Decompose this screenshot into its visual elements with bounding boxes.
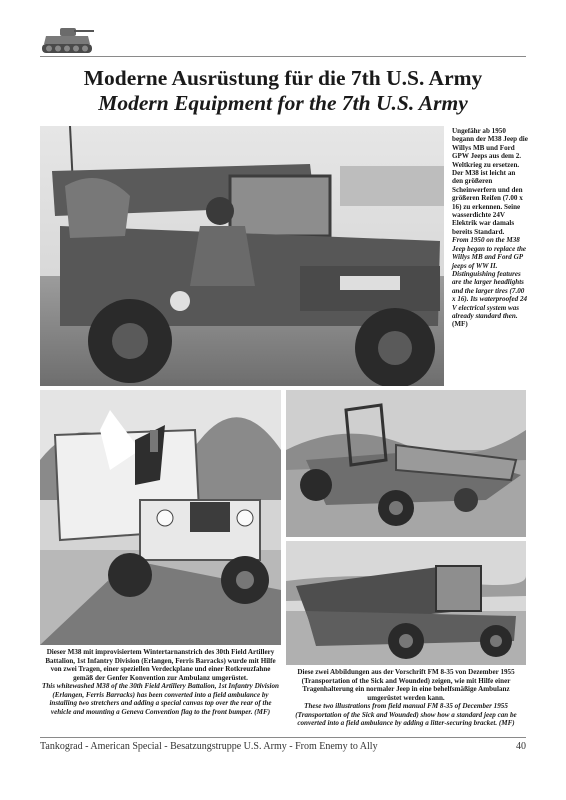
caption-german: Ungefähr ab 1950 begann der M38 Jeep die Willys MB und Ford GPW Jeeps aus dem 2. Weltkrieg zu ersetzen. Der M38 ist leicht an den größeren Scheinwerfern und den größeren Reifen (7.00 x 16) zu erkennen. Seine wasserdichte 24V Elektrik war damals bereits Standard. — [452, 127, 528, 236]
photo-jeep-covered — [286, 541, 526, 665]
photo-credit: (MF) — [452, 320, 468, 329]
caption-english: From 1950 on the M38 Jeep began to replace the Willys MB and Ford GP jeeps of WW II. Distinguishing features are the larger headlights and the larger tires (7.00 x 16). Its waterproofed 24 V electrical system was already standard then. — [452, 236, 528, 320]
photo-jeep-soldier — [40, 126, 444, 386]
jeep-photo-icon — [286, 541, 526, 665]
page-number: 40 — [516, 741, 526, 752]
caption-photo-3-4 — [286, 668, 526, 728]
footer-text: Tankograd - American Special - Besatzungstruppe U.S. Army - From Enemy to Ally — [40, 741, 378, 752]
page-title-english: Modern Equipment for the 7th U.S. Army — [98, 91, 468, 115]
photo-jeep-litter-frame — [286, 390, 526, 537]
caption-photo-1 — [452, 127, 528, 329]
footer-rule — [40, 737, 526, 738]
jeep-photo-icon — [40, 390, 281, 645]
photo-ambulance-jeep — [40, 390, 281, 645]
jeep-photo-icon — [40, 126, 444, 386]
caption-english: This whitewashed M38 of the 30th Field Artillery Battalion, 1st Infantry Division (Erlangen, Ferris Barracks) has been converted into a field ambulance by installing two stretchers and adding a special canvas top over the rear of the vehicle and mounting a Geneva Convention flag to the front bumper. (MF) — [41, 682, 280, 716]
caption-photo-2 — [40, 648, 281, 716]
caption-german: Diese zwei Abbildungen aus der Vorschrift FM 8-35 von Dezember 1955 (Transportation of the Sick and Wounded) zeigen, wie mit Hilfe einer Tragenhalterung ein normaler Jeep in eine behelfsmäßige Ambulanz umgerüstet werden kann. — [297, 668, 515, 702]
tank-logo-icon — [40, 22, 94, 56]
caption-english: These two illustrations from field manual FM 8-35 of December 1955 (Transportation of the Sick and Wounded) show how a standard jeep can be converted into a field ambulance by adding a litter-securing bracket. (MF) — [295, 702, 517, 727]
header-rule — [40, 56, 526, 57]
page-title-german: Moderne Ausrüstung für die 7th U.S. Army — [83, 66, 483, 90]
jeep-photo-icon — [286, 390, 526, 537]
caption-german: Dieser M38 mit improvisiertem Wintertarnanstrich des 30th Field Artillery Battalion, 1st Infantry Division (Erlangen, Ferris Barracks) wurde mit Hilfe von zwei Tragen, einer speziellen Verdeckplane und einer Rotkreuzfahne gemäß der Genfer Konvention zur Ambulanz umgerüstet. — [45, 648, 276, 682]
